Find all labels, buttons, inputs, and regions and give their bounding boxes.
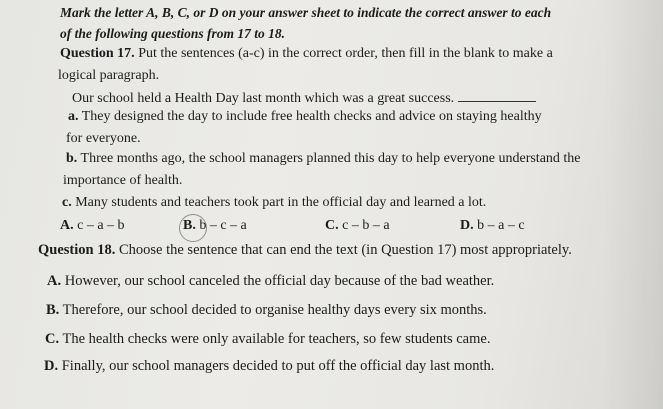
sentence-c-letter: c. xyxy=(62,195,72,210)
question-17-option-d[interactable]: D. b – a – c xyxy=(460,218,525,233)
sentence-c-line-1 xyxy=(62,194,486,212)
question-17-prompt-line-2: logical paragraph. xyxy=(58,68,160,83)
pen-circle-mark xyxy=(179,214,207,242)
question-17-intro xyxy=(72,89,536,108)
sentence-a-line-1 xyxy=(68,108,542,126)
sentence-a-line-2: for everyone. xyxy=(66,131,141,146)
question-17-label: Question 17. xyxy=(60,46,135,61)
question-18-label: Question 18. xyxy=(38,242,116,258)
question-18-prompt-text: Choose the sentence that can end the text (in Question 17) most appropriately. xyxy=(118,242,572,258)
intro-sentence: Our school held a Health Day last month which was a great success. xyxy=(72,91,455,106)
sentence-a-text: They designed the day to include free health checks and advice on staying healthy xyxy=(81,109,542,124)
sentence-a-letter: a. xyxy=(68,109,79,124)
question-17-prompt-line-1: Put the sentences (a-c) in the correct order, then fill in the blank to make a xyxy=(138,46,553,61)
question-17-option-a[interactable]: A. c – a – b xyxy=(60,218,125,233)
instructions-line-2: of the following questions from 17 to 18. xyxy=(60,26,286,41)
sentence-b-line-2: importance of health. xyxy=(63,173,183,188)
question-18-option-d[interactable]: D. Finally, our school managers decided to put off the official day last month. xyxy=(44,358,495,374)
sentence-b-text: Three months ago, the school managers planned this day to help everyone understand the xyxy=(80,151,581,166)
question-17-prompt xyxy=(60,45,553,63)
answer-blank[interactable] xyxy=(458,89,536,102)
question-18-prompt xyxy=(38,241,572,259)
question-18-option-c[interactable]: C. The health checks were only available for teachers, so few students came. xyxy=(45,331,491,347)
instructions-line-1: Mark the letter A, B, C, or D on your answer sheet to indicate the correct answer to each xyxy=(60,5,552,20)
question-17-option-b[interactable]: B. b – c – a xyxy=(183,218,247,233)
question-18-option-a[interactable]: A. However, our school canceled the official day because of the bad weather. xyxy=(47,273,495,289)
page-edge-shadow xyxy=(603,0,663,409)
sentence-c-text: Many students and teachers took part in the official day and learned a lot. xyxy=(75,195,487,210)
sentence-b-letter: b. xyxy=(66,151,78,166)
sentence-b-line-1 xyxy=(66,150,581,168)
question-17-option-c[interactable]: C. c – b – a xyxy=(325,218,390,233)
question-18-option-b[interactable]: B. Therefore, our school decided to organise healthy days every six months. xyxy=(46,302,487,318)
